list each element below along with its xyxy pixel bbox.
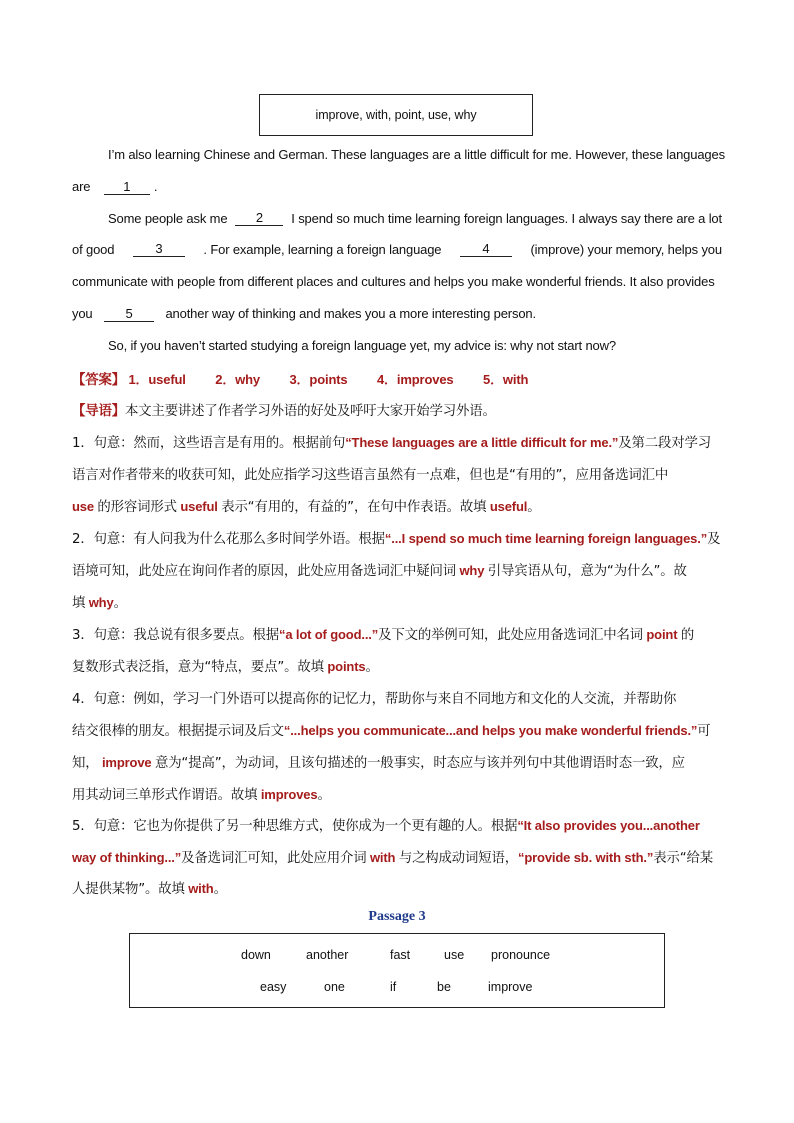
answer-line xyxy=(72,369,554,388)
word-item: easy xyxy=(260,980,287,994)
explanation-3-line2: 复数形式表泛指，意为“特点，要点”。故填 points。 xyxy=(72,659,379,675)
passage-p2-line2: of good 3 . For example, learning a foreign language 4 (improve) your memory, helps you xyxy=(72,241,722,257)
word-item: fast xyxy=(390,948,411,962)
word-item: improve xyxy=(488,980,533,994)
passage-p2-line4: you 5 another way of thinking and makes you a more interesting person. xyxy=(72,306,536,321)
word-item: be xyxy=(437,980,451,994)
passage-title: Passage 3 xyxy=(368,909,426,924)
blank-3: 3 xyxy=(133,242,185,257)
explanation-5-line2: way of thinking...”及备选词汇可知，此处应用介词 with 与之构成动词短语，“provide sb. with sth.”表示“给某 xyxy=(72,850,713,866)
passage-p2-line3: communicate with people from different places and cultures and helps you make wonderful friends. It also provides xyxy=(72,274,715,289)
word-bank-box-2 xyxy=(129,933,665,1008)
explanation-2-line2: 语境可知，此处应在询问作者的原因，此处应用备选词汇中疑问词 why 引导宾语从句，意为“为什么”。故 xyxy=(72,563,687,579)
explanation-1-line3: use 的形容词形式 useful 表示“有用的，有益的”，在句中作表语。故填 useful。 xyxy=(72,499,541,515)
explanation-3-line1: 3．句意：我总说有很多要点。根据“a lot of good...”及下文的举例可知，此处应用备选词汇中名词 point 的 xyxy=(72,627,695,643)
word-item: if xyxy=(390,980,397,994)
answer-label: 【答案】 xyxy=(72,373,125,388)
explanation-5-line1: 5．句意：它也为你提供了另一种思维方式，使你成为一个更有趣的人。根据“It also provides you...another xyxy=(72,818,700,834)
word-bank-box xyxy=(259,94,533,136)
answer-item-5: 5．with xyxy=(482,372,529,387)
word-item: another xyxy=(306,948,349,962)
guide-text: 本文主要讲述了作者学习外语的好处及呼吁大家开始学习外语。 xyxy=(124,404,496,419)
explanation-1-line1: 1．句意：然而，这些语言是有用的。根据前句“These languages are a little difficult for me.”及第二段对学习 xyxy=(72,435,711,451)
explanation-1-line2: 语言对作者带来的收获可知，此处应指学习这些语言虽然有一点难，但也是“有用的”，应用备选词汇中 xyxy=(72,468,669,483)
blank-5: 5 xyxy=(104,307,154,322)
explanation-2-line3: 填 why。 xyxy=(72,595,127,611)
answer-item-4: 4．improves xyxy=(376,372,454,387)
passage-p3: So, if you haven’t started studying a foreign language yet, my advice is: why not start now? xyxy=(108,338,616,353)
word-item: pronounce xyxy=(491,948,551,962)
explanation-4-line1: 4．句意：例如，学习一门外语可以提高你的记忆力，帮助你与来自不同地方和文化的人交流，并帮助你 xyxy=(72,692,677,707)
explanation-4-line3: 知， improve 意为“提高”，为动词，且该句描述的一般事实，时态应与该并列句中其他谓语时态一致，应 xyxy=(72,755,685,771)
word-item: down xyxy=(241,948,271,962)
answer-item-2: 2．why xyxy=(215,372,260,387)
guide-line xyxy=(72,400,496,419)
passage-p1-line1: I’m also learning Chinese and German. These languages are a little difficult for me. However, these languages xyxy=(108,147,725,162)
passage-p2-line1: Some people ask me 2 I spend so much time learning foreign languages. I always say there are a lot xyxy=(108,210,722,226)
answer-item-3: 3．points xyxy=(289,372,348,387)
passage-p1-line2: are 1 . xyxy=(72,179,158,194)
word-item: use xyxy=(444,948,465,962)
blank-4: 4 xyxy=(460,242,512,257)
blank-2: 2 xyxy=(235,211,283,226)
explanation-2-line1: 2．句意：有人问我为什么花那么多时间学外语。根据“...I spend so much time learning foreign languages.”及 xyxy=(72,531,721,547)
explanation-4-line4: 用其动词三单形式作谓语。故填 improves。 xyxy=(72,787,331,803)
guide-label: 【导语】 xyxy=(72,404,125,419)
word-bank-text: improve, with, point, use, why xyxy=(315,108,477,122)
blank-1: 1 xyxy=(104,180,150,195)
answer-item-1: 1．useful xyxy=(128,372,186,387)
explanation-5-line3: 人提供某物”。故填 with。 xyxy=(72,881,227,897)
explanation-4-line2: 结交很棒的朋友。根据提示词及后文“...helps you communicate...and helps you make wonderful friends.”可 xyxy=(72,723,711,739)
word-item: one xyxy=(324,980,345,994)
